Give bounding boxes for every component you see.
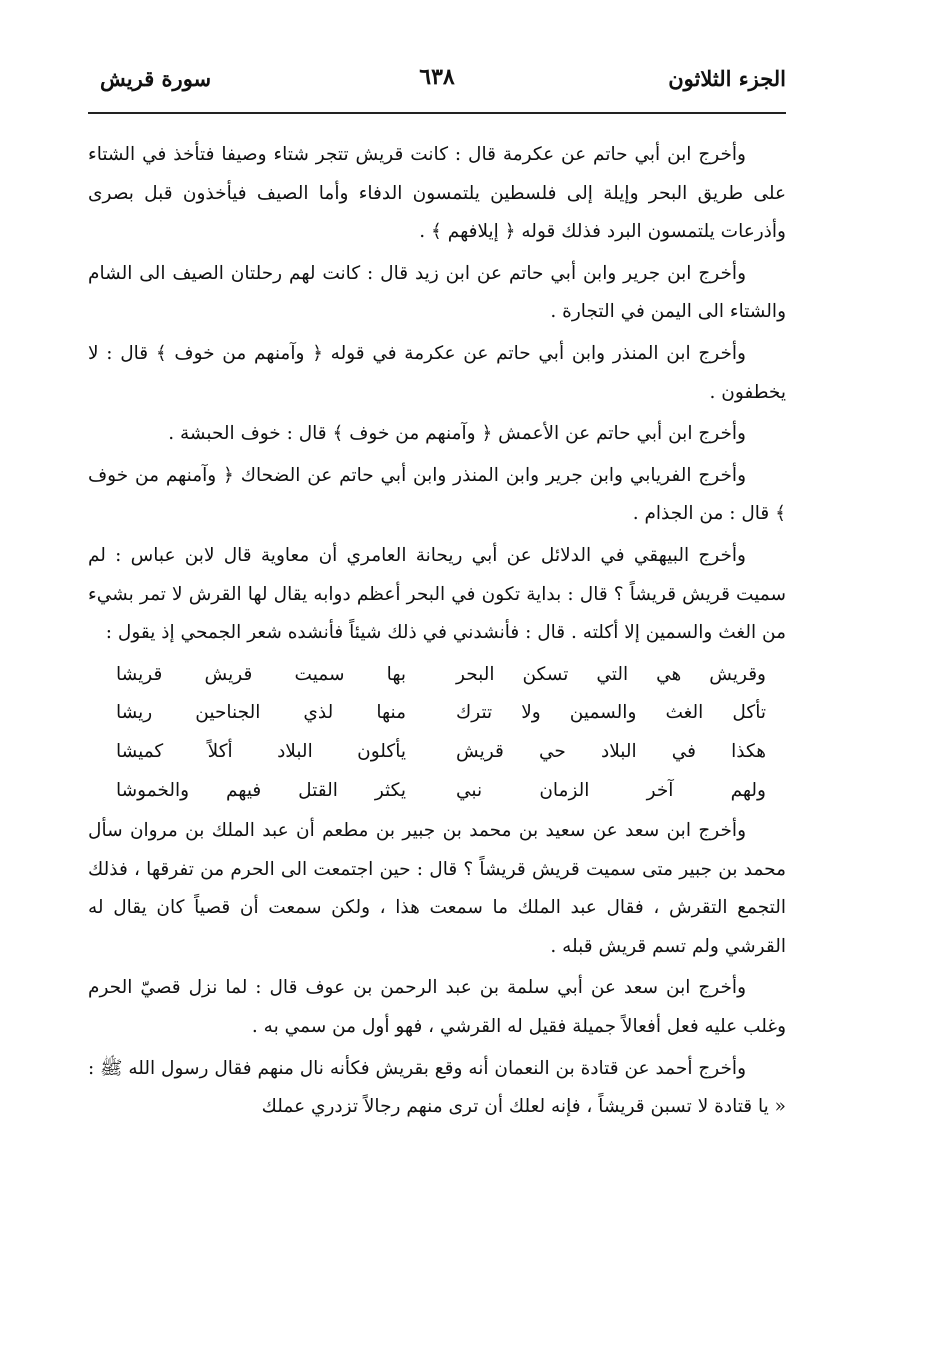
paragraph: وأخرج البيهقي في الدلائل عن أبي ريحانة العامري أن معاوية قال لابن عباس : لم سميت قريش قريشاً ؟ قال : بداية تكون في البحر أعظم دوابه يقال لها القرش لا تمر بشيء من الغث والسمين إلا أكلته . قال : فأنشدني في ذلك شيئاً فأنشده شعر الجمحي إذ يقول : [88, 544, 786, 644]
paragraph: وأخرج الفريابي وابن جرير وابن المنذر وابن أبي حاتم عن الضحاك ﴿ وآمنهم من خوف ﴾ قال : من الجذام . [88, 464, 786, 525]
surah-title: سورة قريش [100, 66, 212, 91]
main-text [88, 136, 786, 1127]
paragraph: وأخرج ابن سعد عن سعيد بن محمد بن جبير بن مطعم أن عبد الملك بن مروان سأل محمد بن جبير متى سميت قريش قريشاً ؟ قال : حين اجتمعت الى الحرم من تفرقها ، فذلك التجمع التقرش ، فقال عبد الملك ما سمعت هذا ، ولكن سمعت أن قصياً كان يقال له القرشي ولم تسم قريش قبله . [88, 820, 786, 957]
verse-first-hemistich: هكذا في البلاد حي قريش [456, 740, 766, 762]
verse-first-hemistich: تأكل الغث والسمين ولا تترك [456, 702, 766, 724]
paragraph: وأخرج ابن جرير وابن أبي حاتم عن ابن زيد قال : كانت لهم رحلتان الصيف الى الشام والشتاء الى اليمن في التجارة . [88, 262, 786, 323]
paragraph: وأخرج أحمد عن قتادة بن النعمان أنه وقع بقريش فكأنه نال منهم فقال رسول الله ﷺ : « يا قتادة لا تسبن قريشاً ، فإنه لعلك أن ترى منهم رجالاً تزدري عملك [88, 1057, 786, 1118]
poem-verse [88, 694, 786, 733]
poem-verse [88, 772, 786, 811]
poem-verse [88, 656, 786, 695]
part-title: الجزء الثلاثون [668, 66, 786, 91]
verse-second-hemistich: بها سميت قريش قريشا [116, 663, 406, 685]
page-header [88, 60, 786, 112]
verse-second-hemistich: يكثر القتل فيهم والخموشا [116, 779, 406, 801]
poem-verse [88, 733, 786, 772]
page-number: ٦٣٨ [419, 64, 455, 90]
page [88, 60, 786, 1130]
paragraph: وأخرج ابن أبي حاتم عن عكرمة قال : كانت قريش تتجر شتاء وصيفا فتأخذ في الشتاء على طريق البحر وإيلة إلى فلسطين يلتمسون الدفاء وأما الصيف فيأخذون قبل بصرى وأذرعات يلتمسون البرد فذلك قوله ﴿ إيلافهم ﴾ . [88, 144, 786, 243]
paragraph: وأخرج ابن سعد عن أبي سلمة بن عبد الرحمن بن عوف قال : لما نزل قصيّ الحرم وغلب عليه فعل أفعالاً جميلة فقيل له القرشي ، فهو أول من سمي به . [88, 977, 786, 1038]
paragraph: وأخرج ابن أبي حاتم عن الأعمش ﴿ وآمنهم من خوف ﴾ قال : خوف الحبشة . [168, 423, 746, 445]
verse-second-hemistich: منها لذي الجناحين ريشا [116, 702, 406, 724]
header-divider [88, 112, 786, 114]
verse-second-hemistich: يأكلون البلاد أكلاً كميشا [116, 740, 406, 762]
verse-first-hemistich: ولهم آخر الزمان نبي [456, 779, 766, 801]
paragraph: وأخرج ابن المنذر وابن أبي حاتم عن عكرمة في قوله ﴿ وآمنهم من خوف ﴾ قال : لا يخطفون . [88, 342, 786, 403]
verse-first-hemistich: وقريش هي التي تسكن البحر [456, 663, 766, 685]
poem [88, 656, 786, 810]
